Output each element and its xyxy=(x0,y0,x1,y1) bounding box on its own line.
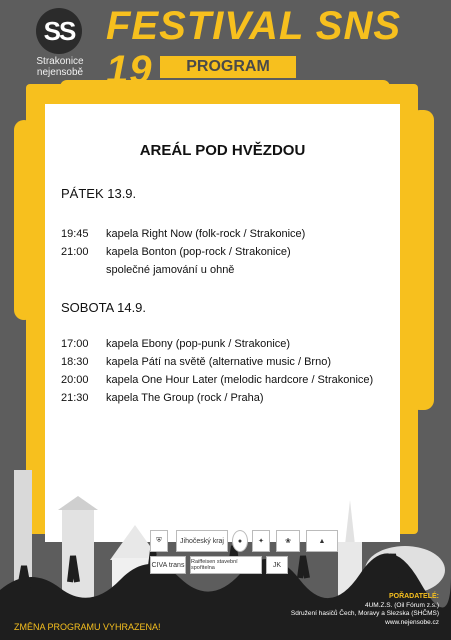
schedule-row: 21:30 kapela The Group (rock / Praha) xyxy=(61,392,264,404)
sponsor-logos xyxy=(148,528,338,576)
schedule-extra: společné jamování u ohně xyxy=(106,264,235,276)
venue-title: AREÁL POD HVĚZDOU xyxy=(139,142,306,159)
badge-icon: ✦ xyxy=(252,530,270,552)
jk-logo: JK xyxy=(266,556,288,574)
schedule-row: 21:00 kapela Bonton (pop-rock / Strakonice) xyxy=(61,246,291,258)
tower-roof xyxy=(58,496,98,510)
festival-logo: SS xyxy=(36,8,82,54)
wreath-icon: ❀ xyxy=(276,530,300,552)
schedule-row: 20:00 kapela One Hour Later (melodic hardcore / Strakonice) xyxy=(61,374,374,386)
program-label: PROGRAM xyxy=(160,56,296,78)
civa-trans-logo: CIVA trans xyxy=(150,556,186,574)
schedule-row: 17:00 kapela Ebony (pop-punk / Strakonice) xyxy=(61,338,291,350)
schedule-row: 18:30 kapela Pátí na světě (alternative music / Brno) xyxy=(61,356,331,368)
logo-caption: Strakonice nejensobě xyxy=(36,56,84,78)
yellow-splash-left xyxy=(14,120,34,320)
church-spire xyxy=(345,500,355,545)
schedule-row: 19:45 kapela Right Now (folk-rock / Strakonice) xyxy=(61,228,306,240)
program-change-note: ZMĚNA PROGRAMU VYHRAZENA! xyxy=(14,622,161,632)
yellow-splash-right xyxy=(410,110,434,410)
tower xyxy=(62,510,94,600)
seal-icon: ● xyxy=(232,530,248,552)
festival-title: FESTIVAL SNS 19 xyxy=(106,4,402,92)
coat-of-arms-icon: ⛨ xyxy=(150,530,168,552)
red-emblem-icon: ▲ xyxy=(306,530,338,552)
day-saturday-heading: SOBOTA 14.9. xyxy=(61,300,147,315)
jihocesky-kraj-logo: Jihočeský kraj xyxy=(176,530,228,552)
organizers-block: POŘADATELÉ: 4UM.Z.S. (Oil Fórum z.s.) Sdružení hasičů Čech, Moravy a Slezska (SHČMS) www.nejensobe.cz xyxy=(290,593,439,626)
day-friday-heading: PÁTEK 13.9. xyxy=(61,186,137,201)
raiffeisen-logo: Raiffeisen stavební spořitelna xyxy=(190,556,262,574)
